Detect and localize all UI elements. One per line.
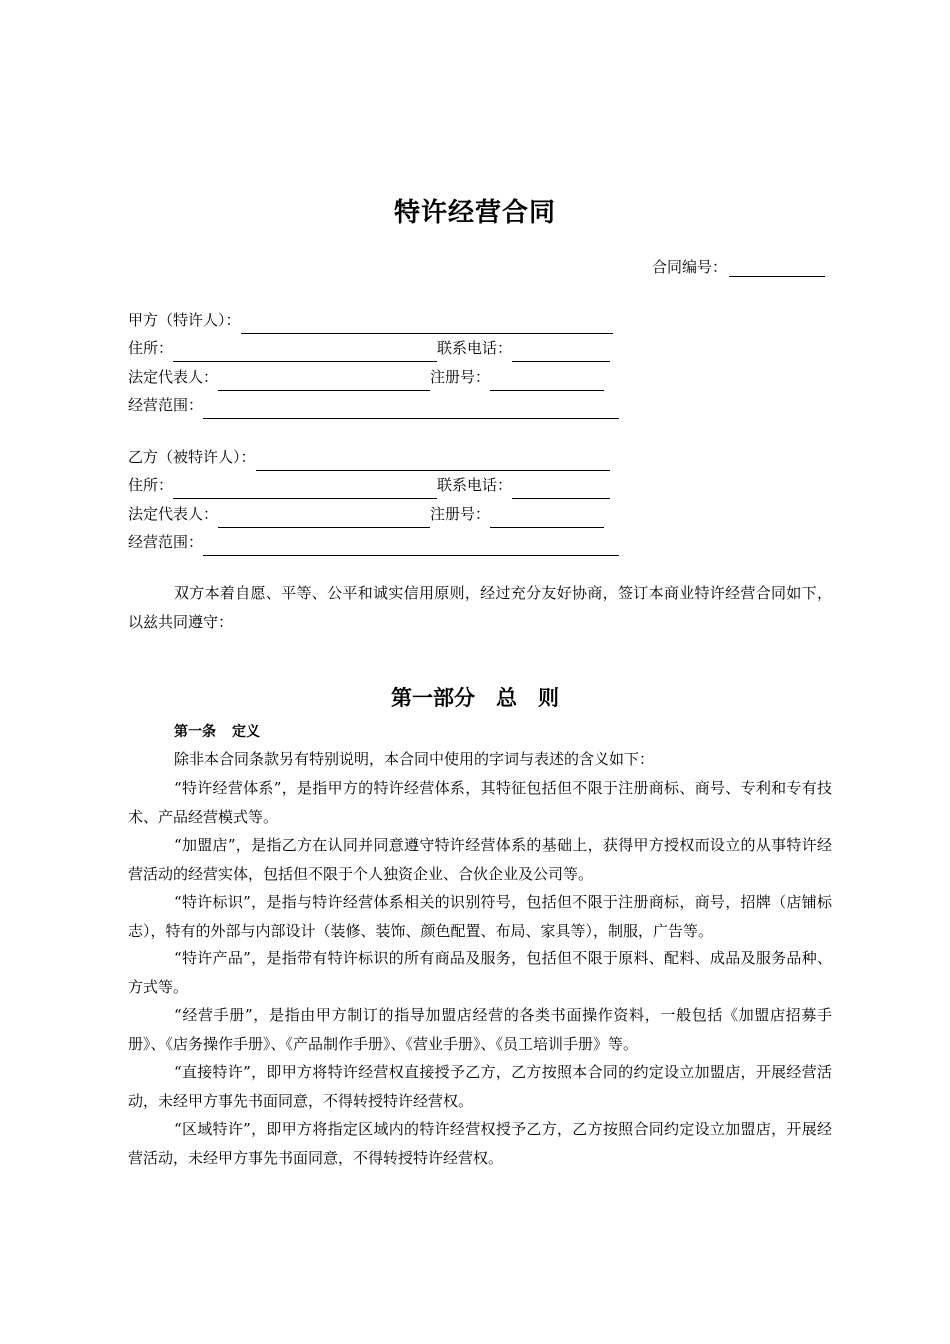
contract-number-field <box>652 256 825 277</box>
definition-operations-manual: “经营手册”，是指由甲方制订的指导加盟店经营的各类书面操作资料，一般包括《加盟店招募手册》、《店务操作手册》、《产品制作手册》、《营业手册》、《员工培训手册》等。 <box>128 1006 832 1053</box>
party-b-address-label: 住所： <box>128 476 174 494</box>
party-a-scope-row <box>128 391 628 420</box>
party-b-rep-blank <box>218 507 430 528</box>
party-b-phone-blank <box>512 478 610 499</box>
party-a-rep-label: 法定代表人： <box>128 367 219 386</box>
party-a-name-blank <box>241 313 613 334</box>
party-b-rep-row <box>128 499 628 528</box>
preamble-paragraph: 双方本着自愿、平等、公平和诚实信用原则，经过充分友好协商，签订本商业特许经营合同如下，以兹共同遵守： <box>128 584 832 631</box>
party-b-address-blank <box>173 478 437 499</box>
party-a-address-label: 住所： <box>128 339 174 357</box>
party-a-phone-blank <box>512 341 610 362</box>
definition-direct-franchise: “直接特许”，即甲方将特许经营权直接授予乙方，乙方按照本合同的约定设立加盟店，开展经营活动，未经甲方事先书面同意，不得转授特许经营权。 <box>128 1063 832 1110</box>
article-1-intro: 除非本合同条款另有特别说明，本合同中使用的字词与表述的含义如下： <box>174 750 655 768</box>
article-1-heading <box>174 721 276 741</box>
party-a-heading: 甲方（特许人）： <box>128 310 241 329</box>
party-b-heading: 乙方（被特许人）： <box>128 447 256 466</box>
party-b-name-row <box>128 442 628 471</box>
definition-franchise-products: “特许产品”，是指带有特许标识的所有商品及服务，包括但不限于原料、配料、成品及服务品种、方式等。 <box>128 949 832 996</box>
party-b-scope-blank <box>203 535 619 556</box>
definition-regional-franchise: “区域特许”，即甲方将指定区域内的特许经营权授予乙方，乙方按照合同约定设立加盟店，开展经营活动，未经甲方事先书面同意，不得转授特许经营权。 <box>128 1120 832 1167</box>
party-a-block <box>128 305 628 419</box>
party-a-name-row <box>128 305 628 334</box>
definition-franchise-system: “特许经营体系”，是指甲方的特许经营体系，其特征包括但不限于注册商标、商号、专利和专有技术、产品经营模式等。 <box>128 779 832 826</box>
party-b-scope-label: 经营范围： <box>128 533 204 551</box>
party-a-reg-blank <box>490 370 604 391</box>
section-title: 第一部分 总 则 <box>391 685 559 710</box>
party-b-phone-label: 联系电话： <box>437 476 513 494</box>
party-a-scope-label: 经营范围： <box>128 396 204 414</box>
party-a-address-row <box>128 334 628 363</box>
party-b-name-blank <box>256 450 610 471</box>
party-a-scope-blank <box>203 398 619 419</box>
document-title: 特许经营合同 <box>393 198 556 228</box>
party-a-rep-row <box>128 362 628 391</box>
party-a-reg-label: 注册号： <box>430 367 491 386</box>
party-a-rep-blank <box>218 370 430 391</box>
contract-number-blank <box>729 261 825 277</box>
definition-franchise-store: “加盟店”，是指乙方在认同并同意遵守特许经营体系的基础上，获得甲方授权而设立的从事特许经营活动的经营实体，包括但不限于个人独资企业、合伙企业及公司等。 <box>128 836 832 883</box>
party-b-rep-label: 法定代表人： <box>128 504 219 523</box>
party-a-phone-label: 联系电话： <box>437 339 513 357</box>
party-b-reg-label: 注册号： <box>430 504 491 523</box>
party-b-scope-row <box>128 528 628 557</box>
party-b-reg-blank <box>490 507 604 528</box>
party-a-address-blank <box>173 341 437 362</box>
party-b-address-row <box>128 471 628 500</box>
contract-number-label: 合同编号： <box>652 258 728 276</box>
party-b-block <box>128 442 628 556</box>
article-number: 第一条 <box>174 724 216 740</box>
definition-franchise-marks: “特许标识”，是指与特许经营体系相关的识别符号，包括但不限于注册商标，商号，招牌（店铺标志），特有的外部与内部设计（装修、装饰、颜色配置、布局、家具等），制服，广告等。 <box>128 893 832 940</box>
article-name: 定义 <box>232 724 260 740</box>
